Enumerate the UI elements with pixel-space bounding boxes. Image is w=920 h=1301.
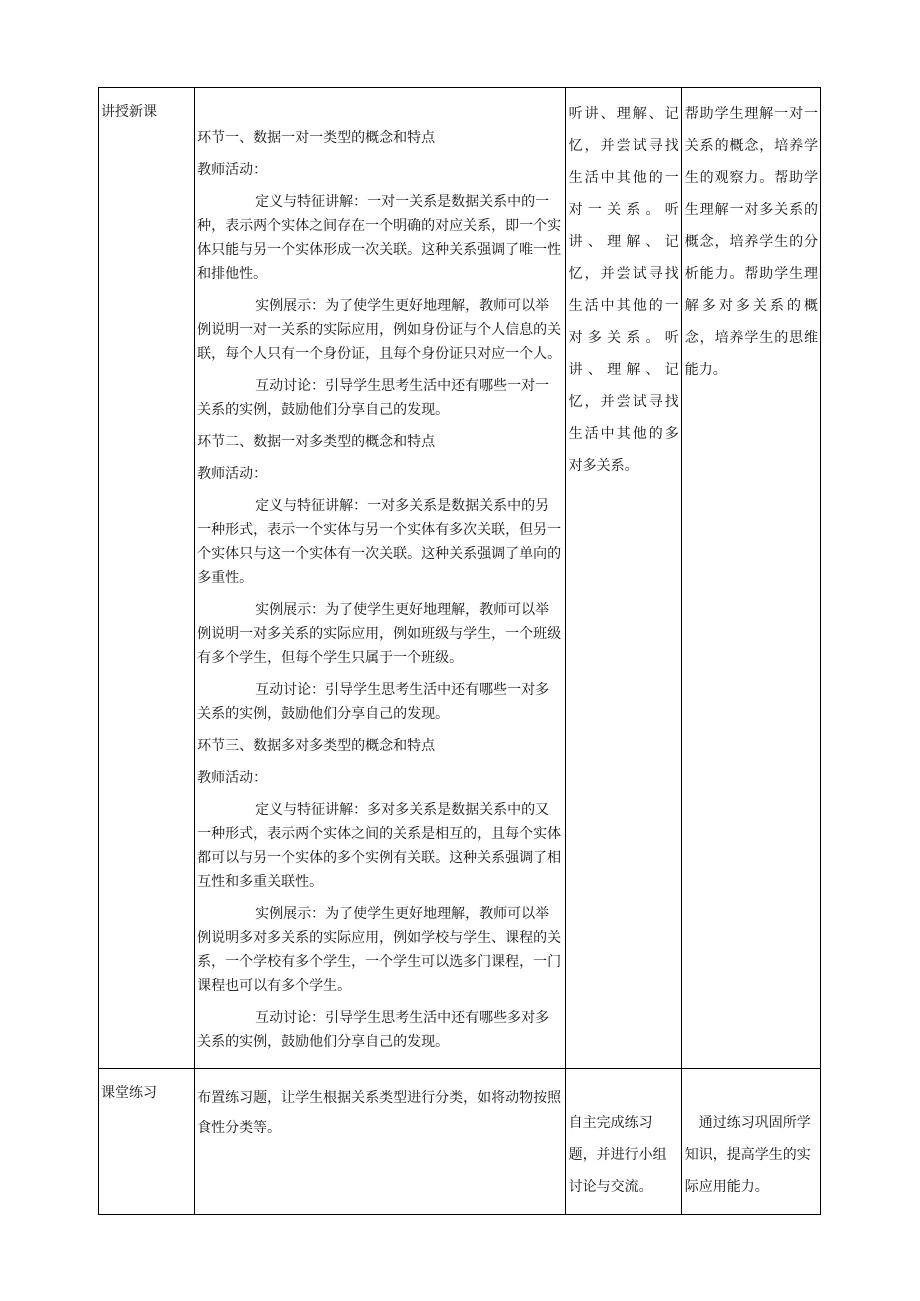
exercise-content-cell [195, 1069, 566, 1215]
table-row [99, 88, 821, 1069]
row-label: 讲授新课 [101, 104, 157, 120]
section-title: 环节一、数据一对一类型的概念和特点 [197, 130, 436, 146]
student-activity: 听讲、理解、记忆，并尝试寻找生活中其他的一对一关系。听讲、理解、记忆，并尝试寻找生活中其他的一对多关系。听讲、理解、记忆，并尝试寻找生活中其他的多对多关系。 [568, 106, 679, 474]
design-purpose-text: 通过练习巩固所学知识，提高学生的实际应用能力。 [684, 1115, 811, 1195]
student-activity: 自主完成练习题，并进行小组讨论与交流。 [568, 1115, 667, 1195]
row-label-cell [99, 88, 195, 1069]
section-paragraph: 实例展示：为了使学生更好地理解，教师可以举例说明一对一关系的实际应用，例如身份证与个人信息的关联，每个人只有一个身份证，且每个身份证只对应一个人。 [197, 298, 562, 362]
section-paragraph: 实例展示：为了使学生更好地理解，教师可以举例说明多对多关系的实际应用，例如学校与学生、课程的关系，一个学校有多个学生，一个学生可以选多门课程，一门课程也可以有多个学生。 [197, 906, 562, 994]
teaching-content [195, 88, 565, 1068]
section-title: 环节二、数据一对多类型的概念和特点 [197, 434, 436, 450]
student-activity-cell [565, 1069, 681, 1215]
design-purpose-cell [681, 1069, 820, 1215]
lesson-plan-table [98, 87, 821, 1215]
section-paragraph: 互动讨论：引导学生思考生活中还有哪些一对一关系的实例，鼓励他们分享自己的发现。 [197, 378, 550, 418]
section-title: 环节三、数据多对多类型的概念和特点 [197, 738, 436, 754]
teaching-content-cell [195, 88, 566, 1069]
design-purpose-cell [681, 88, 820, 1069]
table-row [99, 1069, 821, 1215]
design-purpose: 帮助学生理解一对一关系的概念，培养学生的观察力。帮助学生理解一对多关系的概念，培养学生的分析能力。帮助学生理解多对多关系的概念，培养学生的思维能力。 [684, 106, 818, 378]
section-subtitle: 教师活动： [197, 466, 268, 482]
row-label-cell [99, 1069, 195, 1215]
exercise-content: 布置练习题，让学生根据关系类型进行分类，如将动物按照食性分类等。 [197, 1090, 562, 1136]
lesson-plan-table-wrapper [98, 87, 821, 1215]
section-paragraph: 定义与特征讲解：多对多关系是数据关系中的又一种形式，表示两个实体之间的关系是相互的，且每个实体都可以与另一个实体的多个实例有关联。这种关系强调了相互性和多重关联性。 [197, 802, 562, 890]
section-paragraph: 互动讨论：引导学生思考生活中还有哪些多对多关系的实例，鼓励他们分享自己的发现。 [197, 1010, 550, 1050]
student-activity-cell [565, 88, 681, 1069]
section-paragraph: 定义与特征讲解：一对多关系是数据关系中的另一种形式，表示一个实体与另一个实体有多次关联，但另一个实体只与这一个实体有一次关联。这种关系强调了单向的多重性。 [197, 498, 562, 586]
row-label: 课堂练习 [101, 1085, 157, 1101]
section-paragraph: 互动讨论：引导学生思考生活中还有哪些一对多关系的实例，鼓励他们分享自己的发现。 [197, 682, 550, 722]
design-purpose [682, 1069, 820, 1203]
section-paragraph: 定义与特征讲解：一对一关系是数据关系中的一种，表示两个实体之间存在一个明确的对应关系，即一个实体只能与另一个实体形成一次关联。这种关系强调了唯一性和排他性。 [197, 194, 562, 282]
section-subtitle: 教师活动： [197, 770, 268, 786]
section-subtitle: 教师活动： [197, 162, 268, 178]
section-paragraph: 实例展示：为了使学生更好地理解，教师可以举例说明一对多关系的实际应用，例如班级与学生，一个班级有多个学生，但每个学生只属于一个班级。 [197, 602, 562, 666]
